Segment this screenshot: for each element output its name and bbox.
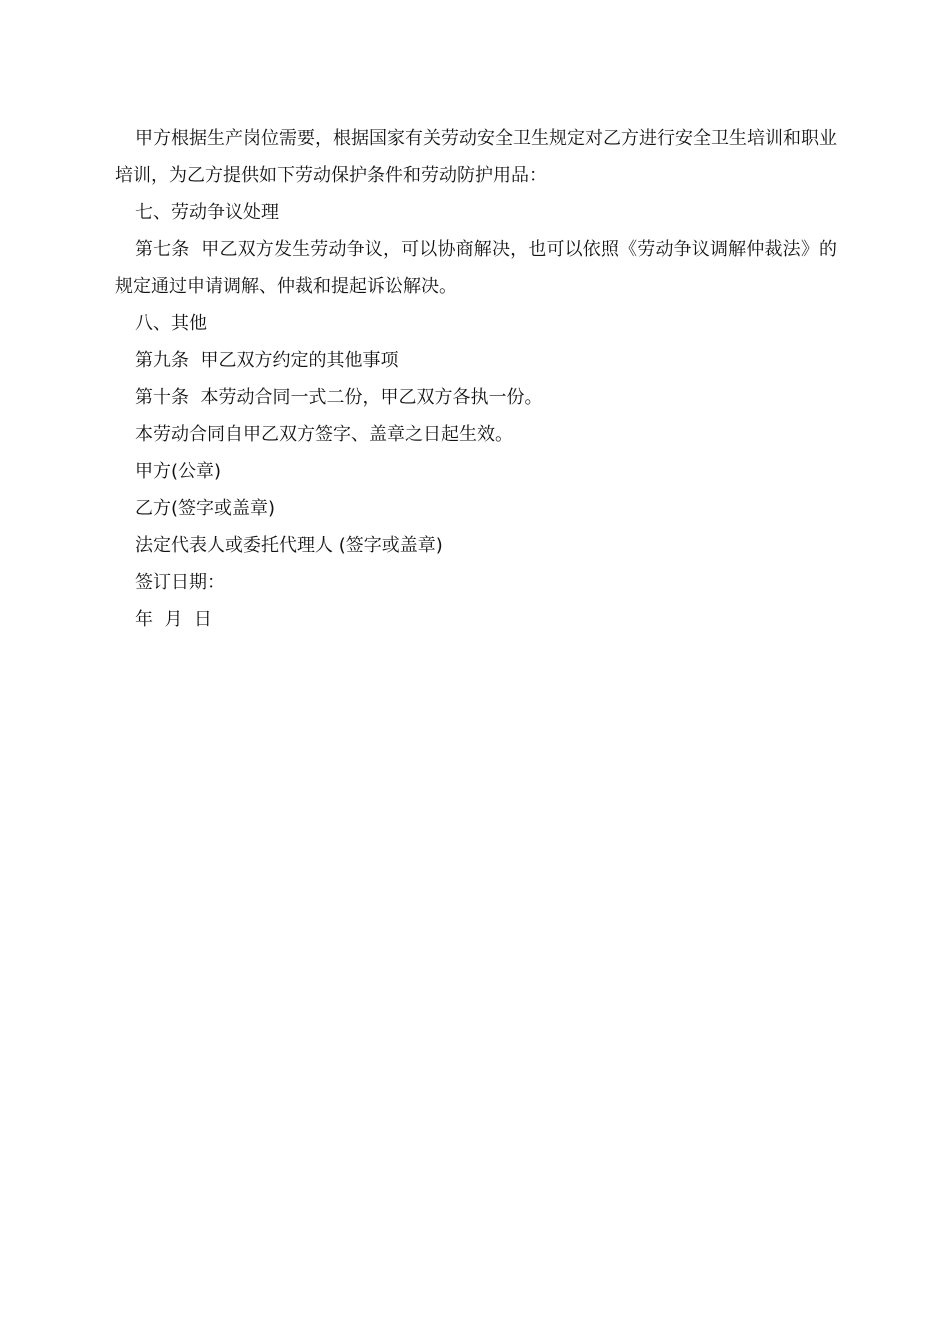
section-heading-dispute: 七、劳动争议处理 (135, 202, 279, 223)
party-b-signature-line: 乙方(签字或盖章) (135, 498, 276, 519)
date-placeholder: 年 月 日 (135, 609, 212, 630)
article-9: 第九条 甲乙双方约定的其他事项 (135, 350, 399, 371)
representative-signature-line: 法定代表人或委托代理人 (签字或盖章) (135, 535, 443, 556)
article-10: 第十条 本劳动合同一式二份，甲乙双方各执一份。 (135, 387, 543, 408)
signing-date-label: 签订日期： (135, 572, 225, 593)
section-heading-other: 八、其他 (135, 313, 207, 334)
effective-clause: 本劳动合同自甲乙双方签字、盖章之日起生效。 (135, 424, 513, 445)
party-a-seal-line: 甲方(公章) (135, 461, 222, 482)
article-7: 第七条 甲乙双方发生劳动争议，可以协商解决，也可以依照《劳动争议调解仲裁法》的规定通过申请调解、仲裁和提起诉讼解决。 (115, 239, 837, 297)
paragraph-training: 甲方根据生产岗位需要，根据国家有关劳动安全卫生规定对乙方进行安全卫生培训和职业培训，为乙方提供如下劳动保护条件和劳动防护用品： (115, 128, 837, 186)
document-body (115, 120, 837, 638)
